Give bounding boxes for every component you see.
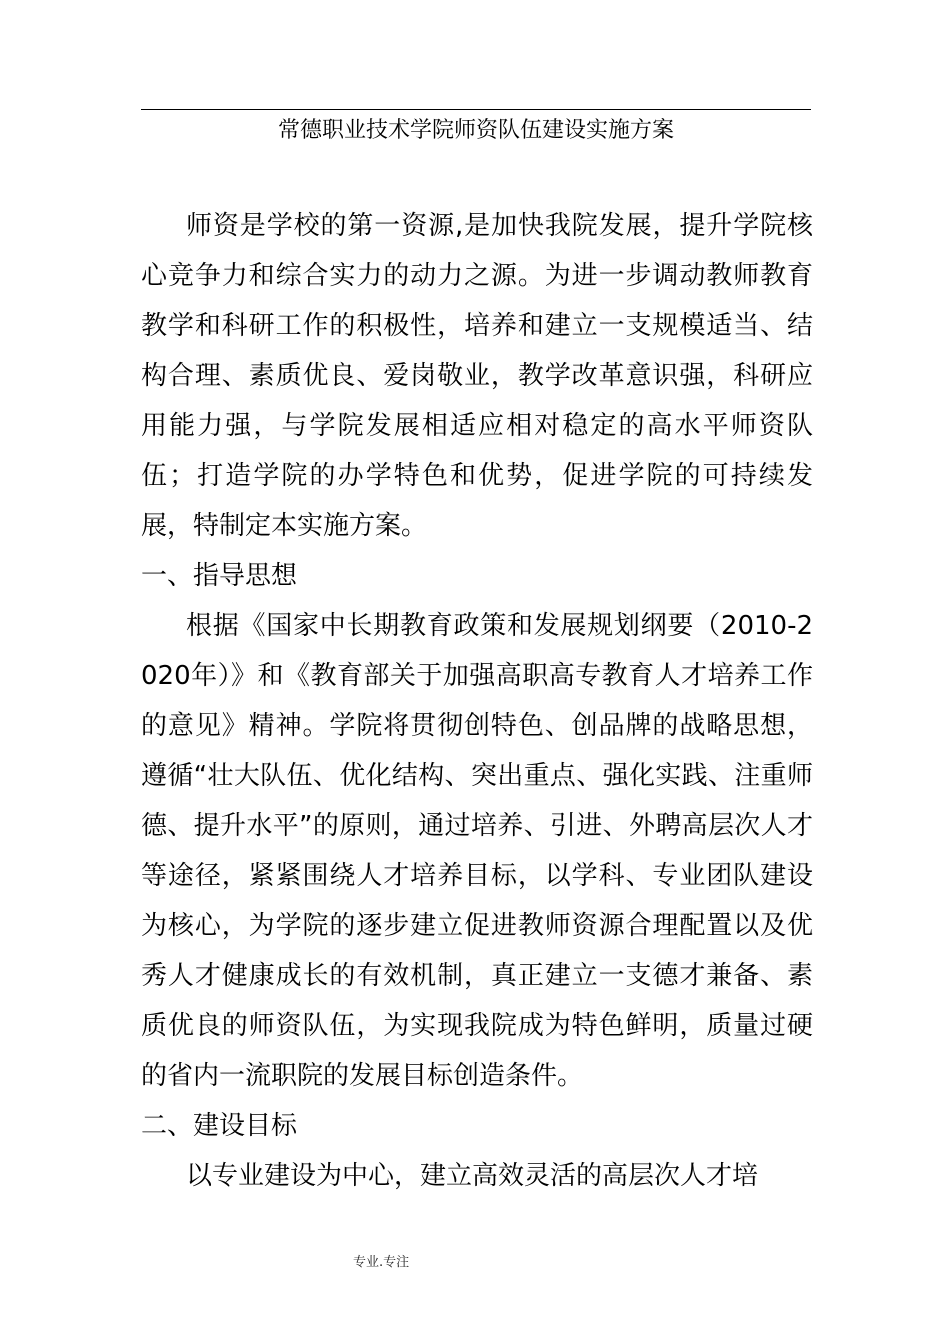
document-title: 常德职业技术学院师资队伍建设实施方案 [277, 118, 674, 143]
section-heading-construction-goals: 二、建设目标 [141, 1111, 298, 1141]
intro-paragraph: 师资是学校的第一资源,是加快我院发展，提升学院核心竞争力和综合实力的动力之源。为进一步调动教师教育教学和科研工作的积极性，培养和建立一支规模适当、结构合理、素质优良、爱岗敬业，教学改革意识强，科研应用能力强，与学院发展相适应相对稳定的高水平师资队伍；打造学院的办学特色和优势，促进学院的可持续发展，特制定本实施方案。 [141, 211, 813, 541]
section-paragraph-construction-goals: 以专业建设为中心，建立高效灵活的高层次人才培 [186, 1161, 759, 1191]
document-body [141, 201, 813, 1201]
section-paragraph-guiding-ideology: 根据《国家中长期教育政策和发展规划纲要（2010-2020年）》和《教育部关于加强高职高专教育人才培养工作的意见》精神。学院将贯彻创特色、创品牌的战略思想，遵循“壮大队伍、优化结构、突出重点、强化实践、注重师德、提升水平”的原则，通过培养、引进、外聘高层次人才等途径，紧紧围绕人才培养目标，以学科、专业团队建设为核心，为学院的逐步建立促进教师资源合理配置以及优秀人才健康成长的有效机制，真正建立一支德才兼备、素质优良的师资队伍，为实现我院成为特色鲜明，质量过硬的省内一流职院的发展目标创造条件。 [141, 611, 813, 1091]
header-rule [141, 109, 811, 110]
page-footer: 专业.专注 [353, 1255, 410, 1270]
section-heading-guiding-ideology: 一、指导思想 [141, 561, 298, 591]
